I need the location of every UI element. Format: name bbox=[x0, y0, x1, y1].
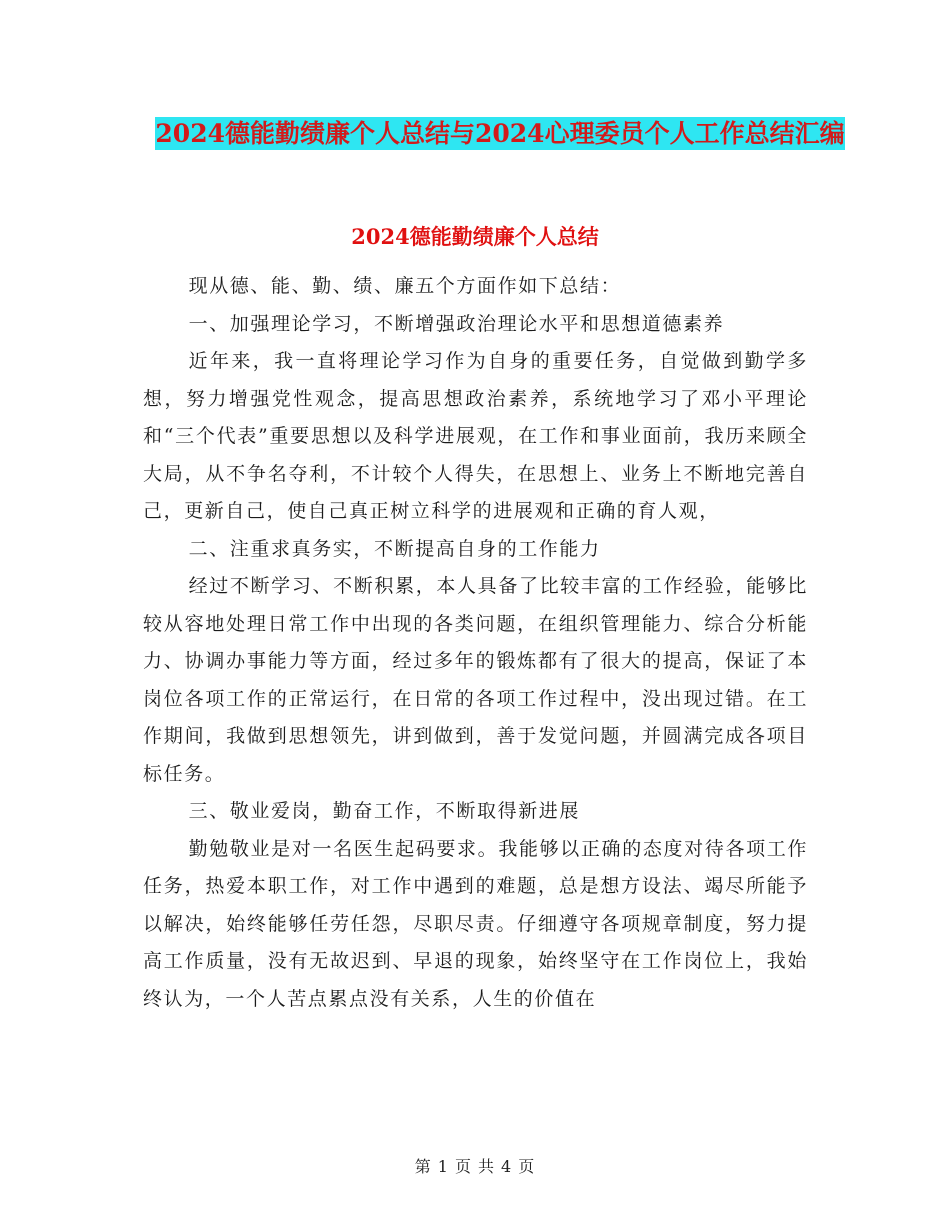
footer-page-word: 页 bbox=[454, 1157, 472, 1176]
footer-suffix: 页 bbox=[518, 1157, 536, 1176]
paragraph-heading: 三、敬业爱岗，勤奋工作，不断取得新进展 bbox=[188, 800, 580, 822]
total-pages-number: 4 bbox=[501, 1157, 513, 1176]
document-title-text: 2024德能勤绩廉个人总结与2024心理委员个人工作总结汇编 bbox=[155, 119, 845, 148]
section-title: 2024德能勤绩廉个人总结 bbox=[351, 224, 599, 249]
current-page-number: 1 bbox=[437, 1157, 449, 1176]
document-title bbox=[140, 112, 860, 156]
paragraph: 现从德、能、勤、绩、廉五个方面作如下总结： bbox=[188, 275, 622, 297]
page-footer bbox=[0, 1154, 950, 1177]
paragraph-heading: 二、注重求真务实，不断提高自身的工作能力 bbox=[188, 537, 601, 560]
footer-total-prefix: 共 bbox=[478, 1157, 496, 1176]
document-body bbox=[143, 268, 808, 1018]
paragraph: 勤勉敬业是对一名医生起码要求。我能够以正确的态度对待各项工作任务，热爱本职工作，对工作中遇到的难题，总是想方设法、竭尽所能予以解决，始终能够任劳任怨，尽职尽责。仔细遵守各项规章制度，努力提高工作质量，没有无故迟到、早退的现象，始终坚守在工作岗位上，我始终认为，一个人苦点累点没有关系，人生的价值在 bbox=[143, 837, 808, 1010]
paragraph: 近年来，我一直将理论学习作为自身的重要任务，自觉做到勤学多想，努力增强党性观念，提高思想政治素养，系统地学习了邓小平理论和“三个代表”重要思想以及科学进展观，在工作和事业面前，我历来顾全大局，从不争名夺利，不计较个人得失，在思想上、业务上不断地完善自己，更新自己，使自己真正树立科学的进展观和正确的育人观， bbox=[143, 350, 808, 522]
paragraph: 经过不断学习、不断积累，本人具备了比较丰富的工作经验，能够比较从容地处理日常工作中出现的各类问题，在组织管理能力、综合分析能力、协调办事能力等方面，经过多年的锻炼都有了很大的提高，保证了本岗位各项工作的正常运行，在日常的各项工作过程中，没出现过错。在工作期间，我做到思想领先，讲到做到，善于发觉问题，并圆满完成各项目标任务。 bbox=[143, 575, 808, 785]
paragraph-heading: 一、加强理论学习，不断增强政治理论水平和思想道德素养 bbox=[188, 312, 725, 335]
footer-prefix: 第 bbox=[414, 1157, 432, 1176]
